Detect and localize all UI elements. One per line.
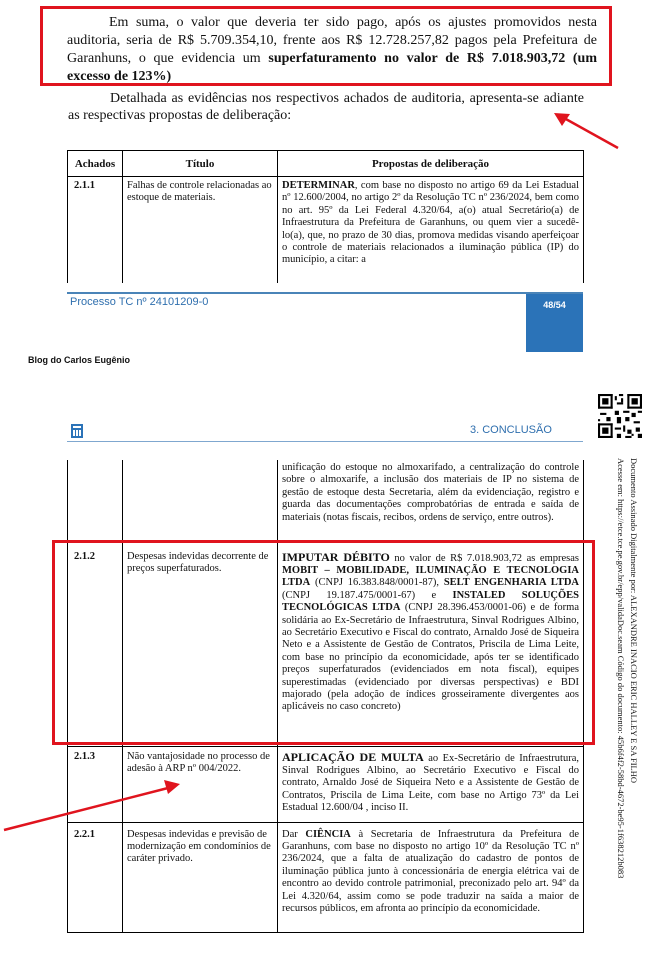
section-title: 3. CONCLUSÃO	[470, 424, 552, 436]
red-arrow-icon	[0, 776, 190, 836]
detail-paragraph: Detalhada as evidências nos respectivos achados de auditoria, apresenta-se adiante as respectivas propostas de deliberação:	[68, 91, 584, 123]
institution-logo-icon	[71, 424, 83, 438]
table-row	[68, 822, 584, 932]
deliberation-table-page1	[67, 150, 584, 283]
finding-proposal: APLICAÇÃO DE MULTA ao Ex-Secretário de Infraestrutura, Sinval Rodrigues Albino, ao Secretário Executivo e Fiscal do contrato, Arnaldo José de Siqueira Neto e a Assistente de Gestão de Contratos, Priscila de Lima Leite, com base no Artigo 73º da Lei Estadual 12.600/04 , inciso II.	[278, 746, 584, 822]
table-row	[68, 177, 584, 283]
summary-highlight-box	[40, 6, 612, 86]
finding-proposal: Dar CIÊNCIA à Secretaria de Infraestrutura da Prefeitura de Garanhuns, com base no disposto no artigo 10º da Resolução TC nº 236/2024, que a falta de atualização do cadastro de pontos de iluminação pública junto à concessionária de energia elétrica vai de encontro ao devido controle patrimonial, preconizado pelo art. 94º da Lei 4.320/64, assim como se pode traduzir na saída a maior de recursos públicos, em afronta ao princípio da economicidade.	[278, 822, 584, 932]
page-number-badge: 48/54	[526, 294, 583, 352]
overbilling-amount: superfaturamento no valor de R$ 7.018.903,72 (um excesso de 123%)	[67, 51, 597, 84]
finding-code: 2.1.2	[68, 540, 123, 746]
header-achados: Achados	[68, 151, 123, 177]
footer-divider	[67, 292, 583, 294]
signature-line: Documento Assinado Digitalmente por: ALEXANDRE INACIO ERIC HALLEY E SA FILHO	[629, 458, 639, 784]
finding-code: 2.1.1	[68, 177, 123, 283]
finding-code: 2.2.1	[68, 822, 123, 932]
debit-highlight-box	[52, 540, 595, 745]
finding-title-empty	[123, 460, 278, 540]
red-arrow-icon	[550, 108, 622, 152]
qr-code-icon	[598, 394, 642, 438]
digital-signature-note	[608, 458, 640, 898]
process-number: Processo TC nº 24101209-0	[70, 296, 209, 308]
finding-code-empty	[68, 460, 123, 540]
header-titulo: Título	[123, 151, 278, 177]
summary-paragraph: Em suma, o valor que deveria ter sido pago, após os ajustes promovidos nesta auditoria, seria de R$ 5.709.354,10, frente aos R$ 12.728.257,82 pagos pela Prefeitura de Garanhuns, o que evidencia um superfaturamento no valor de R$ 7.018.903,72 (um excesso de 123%)	[67, 15, 597, 84]
header-propostas: Propostas de deliberação	[278, 151, 584, 177]
finding-title: Falhas de controle relacionadas ao estoque de materiais.	[123, 177, 278, 283]
finding-proposal: DETERMINAR, com base no disposto no artigo 69 da Lei Estadual nº 12.600/2004, no artigo 2º da Resolução TC nº 236/2024, bem como no art. 95º da Lei Federal 4.320/64, a(o) atual Secretário(a) de Infraestrutura da Prefeitura de Garanhuns, ou quem vier a sucedê-lo(a), que, no prazo de 30 dias, promova medidas visando aperfeiçoar o controle de materiais relacionados a iluminação pública (IP) do município, a citar: a	[278, 177, 584, 283]
finding-proposal-continuation: unificação do estoque no almoxarifado, a centralização do controle sobre o almoxarife, a inclusão dos materiais de IP no sistema de gestão de estoque desta Secretaria, além da evidenciação, registro e guarda das documentações comprobatórias de entrada e saída de materiais (notas fiscais, recibos, ordens de serviço, entre outros).	[278, 460, 584, 540]
finding-title: Despesas indevidas e previsão de modernização em condomínios de caráter privado.	[123, 822, 278, 932]
finding-title: Não vantajosidade no processo de adesão à ARP nº 004/2022.	[123, 746, 278, 822]
blog-watermark: Blog do Carlos Eugênio	[28, 355, 131, 365]
validation-line: Acesse em: https://etce.tce.pe.gov.br/epp/validaDoc.seam Código do documento: 45b6f4f2-58bd-4672-be95-1f638212b083	[616, 458, 626, 879]
finding-proposal: IMPUTAR DÉBITO no valor de R$ 7.018.903,72 as empresas MOBIT – MOBILIDADE, ILUMINAÇÃO E TECNOLOGIA LTDA (CNPJ 16.383.848/0001-87), SELT ENGENHARIA LTDA (CNPJ 19.187.475/0001-67) e INSTALED SOLUÇÕES TECNOLÓGICAS LTDA (CNPJ 28.396.453/0001-06) e de forma solidária ao Ex-Secretário de Infraestrutura, Sinval Rodrigues Albino, ao Secretário Executivo e Fiscal do contrato, Arnaldo José de Siqueira Neto e a Assistente de Gestão de Contratos, Priscila de Lima Leite, com base no princípio da economicidade, após ter se identificado preços superfaturados (evidenciados em nota fiscal), equipes superestimadas (evidenciado por diversas perspectivas) e BDI majorado (pela adoção de índices grosseiramente divergentes aos aplicáveis no caso concreto)	[278, 540, 584, 746]
finding-title: Despesas indevidas decorrente de preços superfaturados.	[123, 540, 278, 746]
table-row	[68, 460, 584, 540]
finding-code: 2.1.3	[68, 746, 123, 822]
header-divider	[67, 441, 583, 442]
